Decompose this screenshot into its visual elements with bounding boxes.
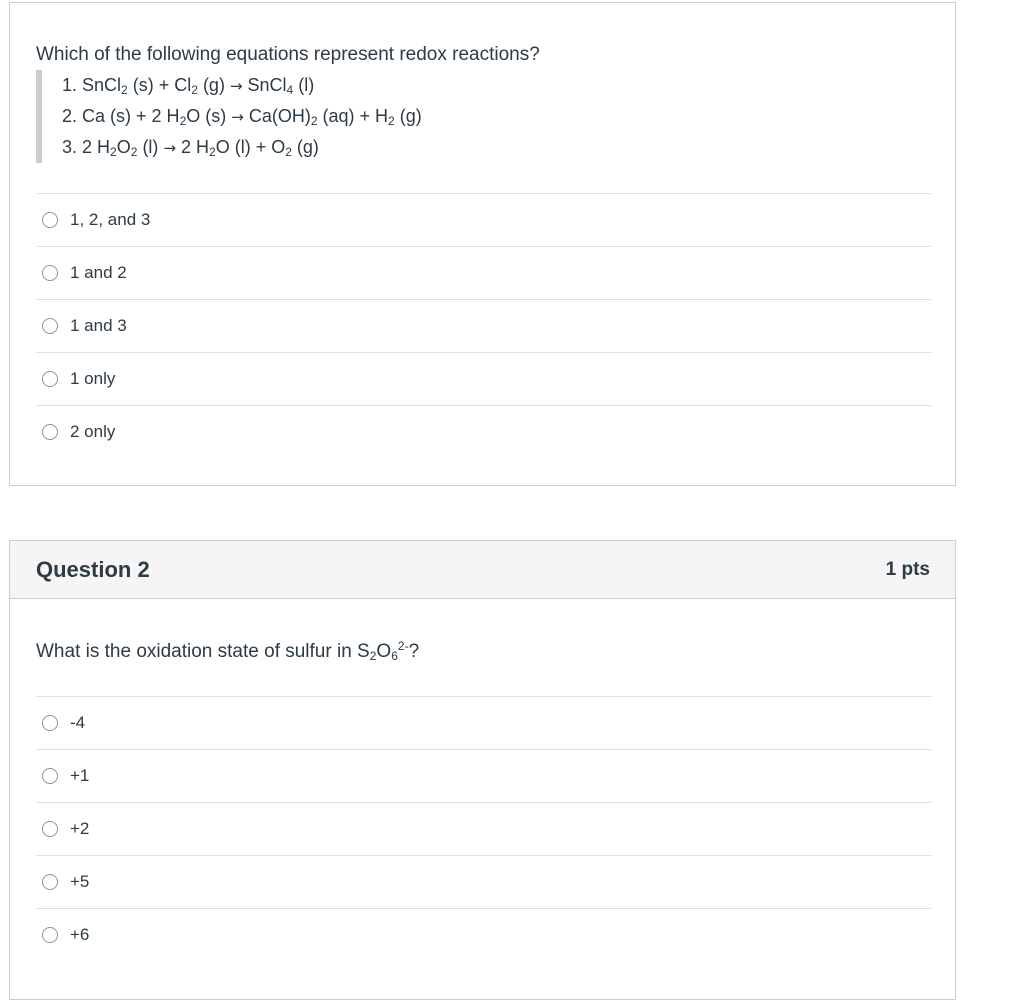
answer-label: 1 only [70, 369, 116, 388]
radio-button[interactable] [42, 927, 58, 943]
radio-button[interactable] [42, 821, 58, 837]
question-2-answers [36, 696, 931, 961]
radio-button[interactable] [42, 768, 58, 784]
radio-button[interactable] [42, 424, 58, 440]
question-1-prompt: Which of the following equations represent redox reactions? [36, 44, 540, 65]
radio-button[interactable] [42, 874, 58, 890]
question-2-header [10, 541, 955, 599]
answer-label: -4 [70, 713, 86, 732]
answer-option[interactable] [36, 352, 931, 405]
answer-label: 2 only [70, 422, 116, 441]
answer-option[interactable] [36, 193, 931, 246]
answer-option[interactable] [36, 802, 931, 855]
answer-label: +6 [70, 925, 90, 944]
answer-label: 1 and 3 [70, 316, 127, 335]
question-2-card [9, 540, 956, 1000]
question-2-prompt: What is the oxidation state of sulfur in $S_2O_6^{2-}$? [36, 639, 420, 663]
answer-label: 1, 2, and 3 [70, 210, 151, 229]
equation-2: 2. Ca (s) + 2 $H_2O$ $(s) \to Ca(OH)_2$ $(aq) + H_2$ (g) [62, 106, 422, 128]
question-points: 1 pts [885, 558, 930, 580]
answer-option[interactable] [36, 855, 931, 908]
equation-list [36, 70, 422, 163]
answer-label: +2 [70, 819, 90, 838]
radio-button[interactable] [42, 212, 58, 228]
answer-option[interactable] [36, 246, 931, 299]
answer-option[interactable] [36, 908, 931, 961]
answer-label: +5 [70, 872, 90, 891]
answer-option[interactable] [36, 299, 931, 352]
radio-button[interactable] [42, 265, 58, 281]
radio-button[interactable] [42, 318, 58, 334]
question-title: Question 2 [36, 556, 150, 582]
equation-3: 3. 2 $H_2O_2$ (l) → 2 $H_2O$ $(l) + O_2$ (g) [62, 137, 319, 159]
question-1-card [9, 2, 956, 486]
answer-label: +1 [70, 766, 90, 785]
question-1-answers [36, 193, 931, 458]
answer-option[interactable] [36, 405, 931, 458]
answer-option[interactable] [36, 696, 931, 749]
radio-button[interactable] [42, 371, 58, 387]
equation-1: 1. SnCl$_2$ $(s) + Cl_2$ (g) → SnCl$_4$ (l) [62, 75, 315, 97]
radio-button[interactable] [42, 715, 58, 731]
answer-label: 1 and 2 [70, 263, 127, 282]
answer-option[interactable] [36, 749, 931, 802]
